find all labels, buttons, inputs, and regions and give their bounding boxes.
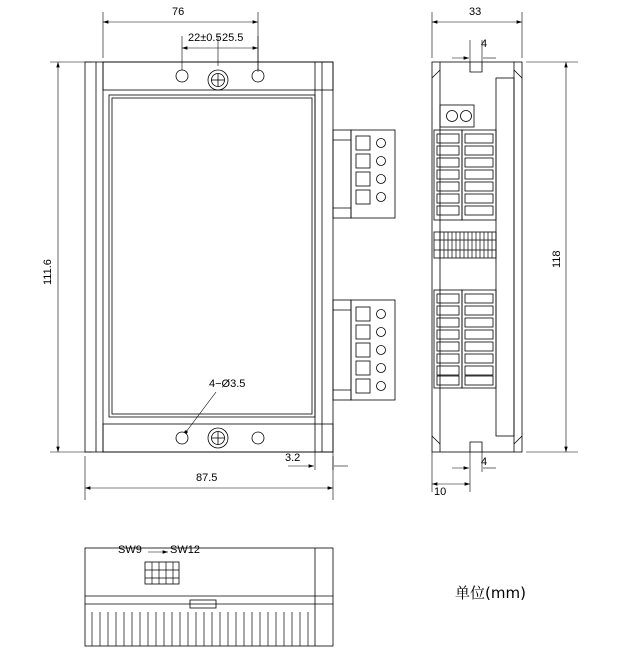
label-sw12: SW12 — [170, 544, 200, 556]
dim-front-3-2: 3.2 — [285, 452, 301, 464]
dim-side-notch-top-4: 4 — [481, 38, 488, 50]
dim-side-height-118: 118 — [551, 250, 563, 268]
unit-note: 单位(mm) — [455, 584, 526, 602]
dim-side-depth-33: 33 — [469, 6, 482, 18]
dim-front-width-76: 76 — [172, 6, 185, 18]
dim-side-10: 10 — [434, 486, 447, 498]
dim-front-height-111-6: 111.6 — [42, 259, 54, 285]
dim-side-notch-bottom-4: 4 — [481, 456, 488, 468]
label-sw9: SW9 — [118, 544, 142, 556]
dim-front-width-87-5: 87.5 — [196, 472, 218, 484]
note-hole-4-dia-3-5: 4−Ø3.5 — [209, 378, 246, 390]
dim-front-hole-22: 22±0.5 — [188, 32, 222, 44]
dim-front-hole-25-5: 25.5 — [222, 32, 244, 44]
